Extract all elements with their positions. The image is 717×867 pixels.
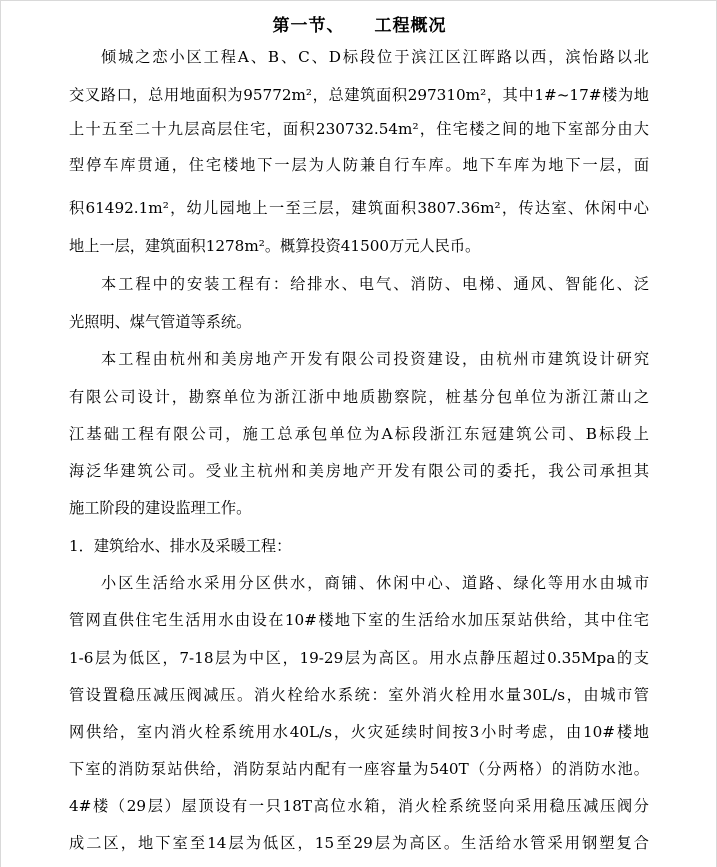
text-line: 施工阶段的建设监理工作。 [69,499,252,517]
text-line: 1-6层为低区，7-18层为中区，19-29层为高区。用水点静压超过0.35Mpa的支 [69,649,649,667]
text-line: 积61492.1m²，幼儿园地上一至三层，建筑面积3807.36m²，传达室、休闲中心 [69,199,649,217]
section-number: 第一节、 [272,16,345,36]
section-heading: 工程概况 [374,16,447,36]
subheading: 1．建筑给水、排水及采暖工程： [69,537,292,555]
text-line: 有限公司设计，勘察单位为浙江浙中地质勘察院，桩基分包单位为浙江萧山之 [69,388,649,406]
text-line: 成二区，地下室至14层为低区，15至29层为高区。生活给水管采用钢塑复合 [69,834,649,852]
text-line: 本工程中的安装工程有：给排水、电气、消防、电梯、通风、智能化、泛 [101,275,649,293]
text-line: 4#楼（29层）屋顶设有一只18T高位水箱，消火栓系统竖向采用稳压减压阀分 [69,797,649,815]
text-line: 地上一层，建筑面积1278m²。概算投资41500万元人民币。 [69,237,481,255]
text-line: 本工程由杭州和美房地产开发有限公司投资建设，由杭州市建筑设计研究 [101,350,649,368]
text-line: 上十五至二十九层高层住宅，面积230732.54m²，住宅楼之间的地下室部分由大 [69,120,649,138]
text-line: 管网直供住宅生活用水由设在10#楼地下室的生活给水加压泵站供给，其中住宅 [69,611,649,629]
text-line: 型停车库贯通，住宅楼地下一层为人防兼自行车库。地下车库为地下一层，面 [69,156,649,174]
section-title [1,11,717,36]
text-line: 小区生活给水采用分区供水，商铺、休闲中心、道路、绿化等用水由城市 [101,574,649,592]
text-line: 下室的消防泵站供给，消防泵站内配有一座容量为540T（分两格）的消防水池。 [69,760,649,778]
text-line: 网供给，室内消火栓系统用水40L/s，火灾延续时间按3小时考虑，由10#楼地 [69,723,649,741]
text-line: 交叉路口，总用地面积为95772m²，总建筑面积297310m²，其中1#~17#楼为地 [69,86,649,104]
text-line: 江基础工程有限公司，施工总承包单位为A标段浙江东冠建筑公司、B标段上 [69,425,649,443]
text-line: 海泛华建筑公司。受业主杭州和美房地产开发有限公司的委托，我公司承担其 [69,462,649,480]
text-line: 倾城之恋小区工程A、B、C、D标段位于滨江区江晖路以西，滨怡路以北 [101,48,649,66]
text-line: 管设置稳压减压阀减压。消火栓给水系统：室外消火栓用水量30L/s，由城市管 [69,686,649,704]
text-line: 光照明、煤气管道等系统。 [69,313,252,331]
